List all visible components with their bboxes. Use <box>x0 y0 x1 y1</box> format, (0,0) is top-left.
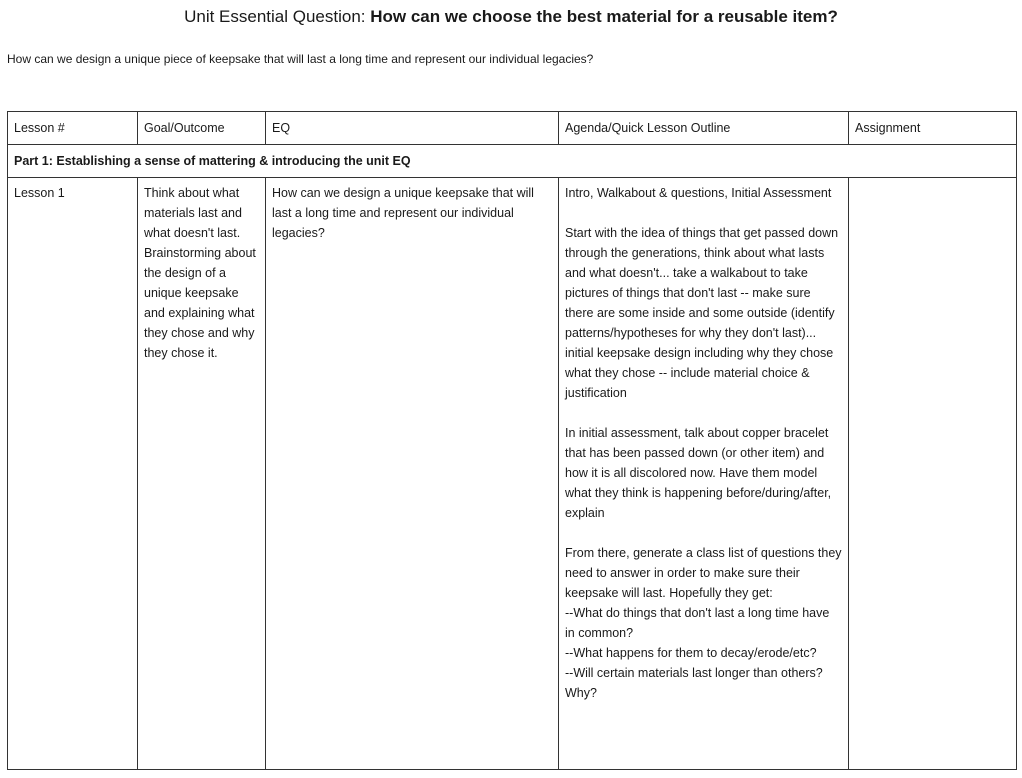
header-lesson: Lesson # <box>8 112 138 145</box>
agenda-outline <box>559 178 849 770</box>
agenda-paragraph: In initial assessment, talk about copper bracelet that has been passed down (or other item) and how it is all discolored now. Have them model what they think is happening before/during/after, explain <box>565 426 832 520</box>
header-agenda: Agenda/Quick Lesson Outline <box>559 112 849 145</box>
lesson-number: Lesson 1 <box>8 178 138 770</box>
goal-outcome: Think about what materials last and what doesn't last. Brainstorming about the design of a unique keepsake and explaining what they chose and why they chose it. <box>138 178 266 770</box>
design-question: How can we design a unique piece of keepsake that will last a long time and represent our individual legacies? <box>7 52 594 66</box>
agenda-paragraph: Start with the idea of things that get passed down through the generations, think about what lasts and what doesn't... take a walkabout to take pictures of things that don't last -- make sure there are some inside and some outside (identify patterns/hypotheses for why they don't last)... initial keepsake design including why they chose what they chose -- include material choice & justification <box>565 226 839 400</box>
title-prefix: Unit Essential Question: <box>184 7 371 26</box>
agenda-paragraph: From there, generate a class list of questions they need to answer in order to make sure their keepsake will last. Hopefully they get: --What do things that don't last a long time have in common? --What happens for them to decay/erode/etc? --Will certain materials last longer than others? Why? <box>565 546 842 700</box>
part-row <box>8 145 1017 178</box>
unit-essential-question <box>0 7 1022 27</box>
agenda-paragraph: Intro, Walkabout & questions, Initial Assessment <box>565 186 832 200</box>
header-eq: EQ <box>266 112 559 145</box>
assignment-cell <box>849 178 1017 770</box>
header-goal: Goal/Outcome <box>138 112 266 145</box>
title-question: How can we choose the best material for a reusable item? <box>370 7 838 26</box>
header-assignment: Assignment <box>849 112 1017 145</box>
table-header-row <box>8 112 1017 145</box>
part-label: Part 1: Establishing a sense of mattering & introducing the unit EQ <box>8 145 1017 178</box>
lesson-table <box>7 111 1017 770</box>
table-row <box>8 178 1017 770</box>
lesson-eq: How can we design a unique keepsake that will last a long time and represent our individual legacies? <box>266 178 559 770</box>
